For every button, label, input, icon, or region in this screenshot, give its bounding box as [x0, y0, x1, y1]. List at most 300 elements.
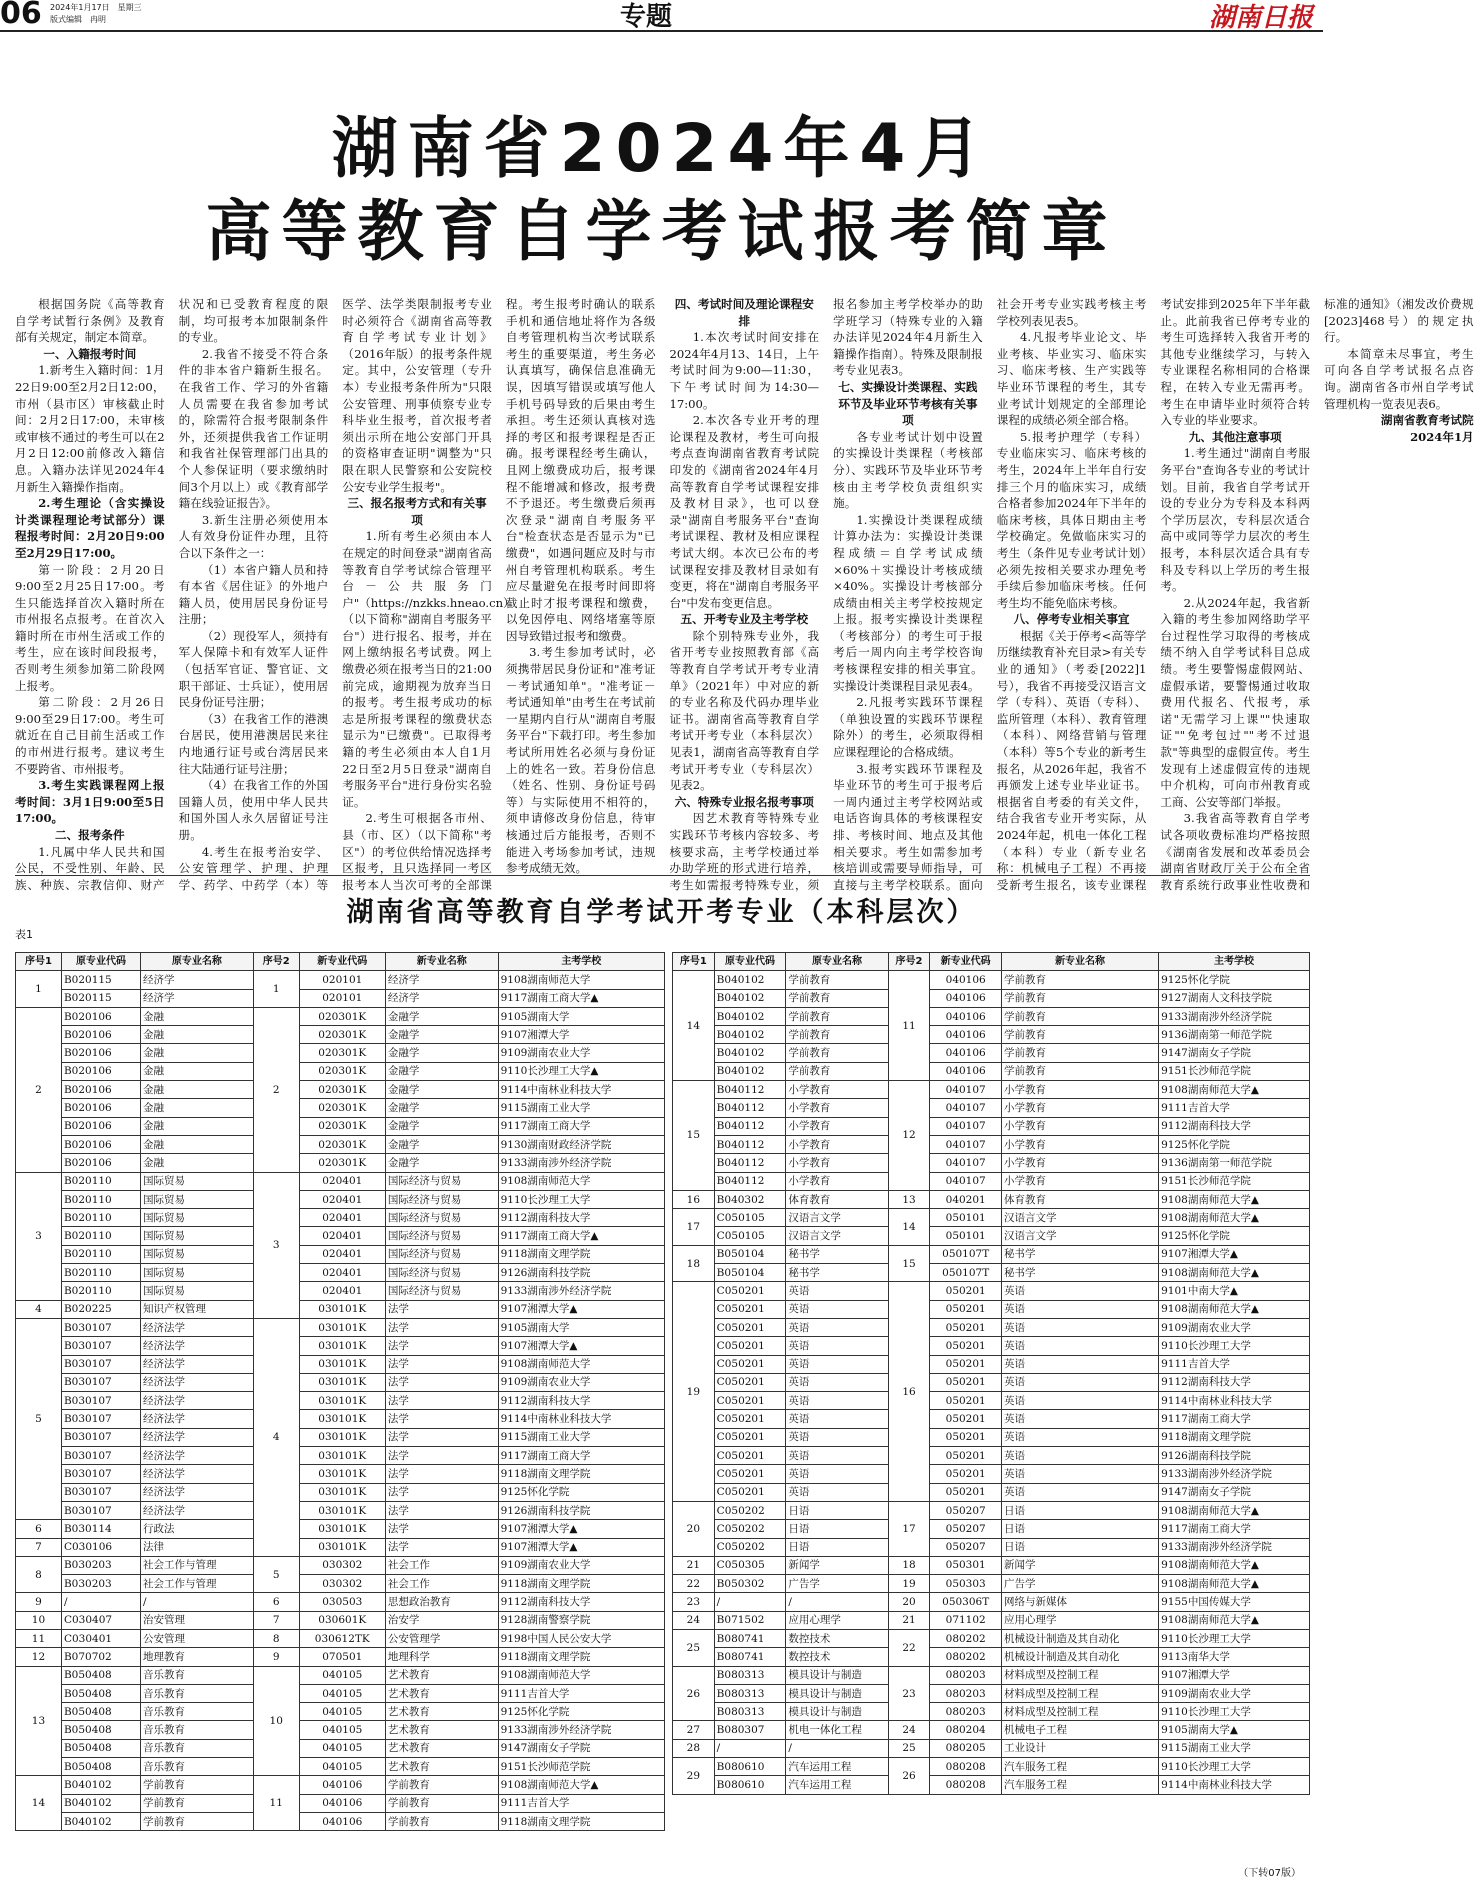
table-cell: B020115 [61, 989, 140, 1007]
table-cell: 国际贸易 [140, 1227, 253, 1245]
table-cell: 音乐教育 [140, 1684, 253, 1702]
table-cell: 9118湖南文理学院 [498, 1245, 664, 1263]
table-cell: 英语 [1002, 1355, 1159, 1373]
table-cell: 英语 [786, 1318, 888, 1336]
table-cell: 音乐教育 [140, 1739, 253, 1757]
table-cell: 应用心理学 [1002, 1611, 1159, 1629]
table-cell: 9151长沙师范学院 [1159, 1062, 1310, 1080]
paragraph: 1.新考生入籍时间：1月22日9:00至2月2日12:00，市州（县市区）审核截止时间：2月2日17:00，未审核或审核不通过的考生可以在2月2日12:00前修改入籍信息。入籍办法详见2024年4月新生入籍操作指南。 [15, 363, 165, 494]
table-cell: 日语 [1002, 1501, 1159, 1519]
table-cell: 9111吉首大学 [498, 1684, 664, 1702]
column-header: 原专业名称 [140, 953, 253, 971]
header-meta [50, 2, 142, 26]
table-cell: B020106 [61, 1154, 140, 1172]
table-cell: 17 [673, 1209, 715, 1246]
table-row [16, 1209, 665, 1227]
table-cell: 020101 [299, 971, 385, 989]
table-cell: B040302 [714, 1190, 786, 1208]
table-cell: 法学 [385, 1520, 498, 1538]
table-cell: 020401 [299, 1264, 385, 1282]
table-row [673, 1684, 1310, 1702]
table-row [673, 1209, 1310, 1227]
table-cell: 18 [673, 1245, 715, 1282]
table-cell: 日语 [1002, 1538, 1159, 1556]
table-row [673, 1483, 1310, 1501]
table-cell: 学前教育 [786, 971, 888, 989]
table-cell: 秘书学 [786, 1264, 888, 1282]
table-cell: C050201 [714, 1282, 786, 1300]
table-cell: B040102 [714, 1044, 786, 1062]
table-row [673, 1300, 1310, 1318]
table-cell: B040112 [714, 1117, 786, 1135]
table-cell: 国际经济与贸易 [385, 1227, 498, 1245]
table-cell: 020301K [299, 1081, 385, 1099]
table-cell: 小学教育 [1002, 1117, 1159, 1135]
table-cell: 网络与新媒体 [1002, 1593, 1159, 1611]
table-row [16, 1684, 665, 1702]
table-cell: 2 [253, 1007, 299, 1172]
table-cell: C050201 [714, 1300, 786, 1318]
table-row [16, 1538, 665, 1556]
table-cell: 小学教育 [1002, 1099, 1159, 1117]
table-cell: 9109湖南农业大学 [498, 1044, 664, 1062]
table-cell: 11 [16, 1629, 62, 1647]
table-cell: 9118湖南文理学院 [498, 1575, 664, 1593]
table-cell: B030107 [61, 1410, 140, 1428]
table-cell: 金融 [140, 1044, 253, 1062]
table-cell: 9114中南林业科技大学 [1159, 1392, 1310, 1410]
table-cell: 070501 [299, 1648, 385, 1666]
table-cell: 学前教育 [385, 1794, 498, 1812]
table-cell: 艺术教育 [385, 1739, 498, 1757]
table-cell: 11 [253, 1776, 299, 1831]
table-cell: 9133湖南涉外经济学院 [1159, 1007, 1310, 1025]
table-cell: 知识产权管理 [140, 1300, 253, 1318]
table-cell: 15 [673, 1081, 715, 1191]
column-header: 原专业代码 [714, 953, 786, 971]
table-cell: 040106 [299, 1812, 385, 1830]
table-row [673, 1264, 1310, 1282]
table-cell: 8 [253, 1629, 299, 1647]
table-cell: 050201 [930, 1318, 1002, 1336]
table-cell: 金融学 [385, 1099, 498, 1117]
table-cell: 英语 [1002, 1483, 1159, 1501]
table-cell: 学前教育 [786, 1007, 888, 1025]
table-cell: 9155中国传媒大学 [1159, 1593, 1310, 1611]
table-cell: 9108湖南师范大学 [498, 1355, 664, 1373]
table-cell: 英语 [1002, 1373, 1159, 1391]
table-cell: 030302 [299, 1575, 385, 1593]
section-heading: 八、停考专业相关事宜 [1013, 612, 1130, 627]
table-cell: 040107 [930, 1117, 1002, 1135]
table-row [16, 1172, 665, 1190]
table-cell: 英语 [1002, 1465, 1159, 1483]
table-cell: / [714, 1593, 786, 1611]
table-row [673, 1538, 1310, 1556]
table-cell: 国际经济与贸易 [385, 1264, 498, 1282]
table-cell: 050101 [930, 1227, 1002, 1245]
table-row [673, 1318, 1310, 1336]
table-cell: 学前教育 [1002, 971, 1159, 989]
table-cell: 24 [888, 1721, 930, 1739]
table-cell: 日语 [786, 1538, 888, 1556]
table-cell: C050201 [714, 1373, 786, 1391]
table-cell: 新闻学 [786, 1556, 888, 1574]
headline-line2: 高等教育自学考试报考简章 [205, 193, 1118, 270]
paragraph: 3.报考实践环节课程及毕业环节的考生可于报考后一周内通过主考学校网站或电话咨询具体的考核课程安排、考核时间、地点及其他相关要求。考生如需参加考核培训或需要导师指导，可直接与主考学校联系。面向社会开考专业实践考核主考学校列表见表5。 [833, 297, 1147, 892]
table-row [16, 1007, 665, 1025]
table-cell: 030101K [299, 1410, 385, 1428]
signature: 湖南省教育考试院 [1380, 413, 1474, 428]
table-cell: 9114中南林业科技大学 [498, 1081, 664, 1099]
table-cell: 法学 [385, 1447, 498, 1465]
table-row [16, 1648, 665, 1666]
table-cell: 15 [888, 1245, 930, 1282]
table-cell: 050207 [930, 1501, 1002, 1519]
table-cell: B080313 [714, 1684, 786, 1702]
table-cell: 金融 [140, 1062, 253, 1080]
table-row [16, 1428, 665, 1446]
table-cell: 9115湖南工业大学 [498, 1099, 664, 1117]
table-cell: 工业设计 [1002, 1739, 1159, 1757]
table-row [16, 1520, 665, 1538]
paragraph: 2.我省不接受不符合条件的非本省户籍新生报名。在我省工作、学习的外省籍人员需要在我省参加考试的，除需符合报考限制条件外，还须提供我省工作证明和我省社保管理部门出具的个人参保证明（要求缴纳时间3个月以上）或《教育部学籍在线验证报告》。 [178, 346, 329, 511]
table-cell: 国际贸易 [140, 1209, 253, 1227]
table-cell: B020106 [61, 1007, 140, 1025]
table-cell: 学前教育 [786, 1044, 888, 1062]
table-row [673, 1556, 1310, 1574]
table-cell: 学前教育 [786, 1062, 888, 1080]
table-cell: 25 [888, 1739, 930, 1757]
table-row [673, 1245, 1310, 1263]
table-cell: 英语 [786, 1300, 888, 1318]
table-cell: 22 [673, 1575, 715, 1593]
table-cell: / [714, 1739, 786, 1757]
table-cell: 学前教育 [385, 1812, 498, 1830]
table-cell: 9117湖南工商大学 [1159, 1520, 1310, 1538]
table-row [16, 1282, 665, 1300]
table-cell: / [61, 1593, 140, 1611]
table-row [16, 1062, 665, 1080]
table-cell: 050107T [930, 1245, 1002, 1263]
paragraph: 本简章未尽事宜，考生可向各自学考试报名点咨询。湖南省各市州自学考试管理机构一览表见表6。 [1324, 346, 1474, 411]
table-cell: 英语 [786, 1337, 888, 1355]
table-row [673, 1666, 1310, 1684]
table-cell: 19 [673, 1282, 715, 1502]
paragraph: 根据国务院《高等教育自学考试暂行条例》及教育部有关规定，制定本简章。 [15, 297, 165, 345]
table-cell: 模具设计与制造 [786, 1666, 888, 1684]
table-cell: B020106 [61, 1099, 140, 1117]
table-row [673, 1428, 1310, 1446]
table-row [673, 1447, 1310, 1465]
table-cell: 9110长沙理工大学 [498, 1190, 664, 1208]
table-cell: B020106 [61, 1026, 140, 1044]
table-row [673, 1007, 1310, 1025]
table-cell: 学前教育 [385, 1776, 498, 1794]
table-cell: 9108湖南师范大学 [498, 1172, 664, 1190]
table-cell: 汽车服务工程 [1002, 1776, 1159, 1794]
paragraph: 4.考生在报考治安学、公安管理学、护理、护理学、药学、中药学（本）等医学、法学类限制报考专业时必须符合《湖南省高等教育自学考试专业计划》（2016年版）的报考条件规定。其中，公安管理（专升本）专业报考条件所为"只限公安管理、刑事侦察专业专科毕业生报考，首次报考者须出示所在地公安部门开具的资格审查证明"调整为"只限在职人民警察和公安院校公安专业学生报考"。 [178, 297, 492, 892]
table-cell: C030106 [61, 1538, 140, 1556]
table-cell: 9101中南大学▲ [1159, 1282, 1310, 1300]
major-table-right [672, 952, 1310, 1795]
table-cell: 9198中国人民公安大学 [498, 1629, 664, 1647]
table-cell: 小学教育 [1002, 1135, 1159, 1153]
table-cell: 030101K [299, 1538, 385, 1556]
column-header: 原专业代码 [61, 953, 140, 971]
table-cell: 国际经济与贸易 [385, 1209, 498, 1227]
table-row [673, 1026, 1310, 1044]
paragraph: 3.我省高等教育自学考试各项收费标准均严格按照《湖南省发展和改革委员会湖南省财政厅关于公布全省教育系统行政事业性收费和标准的通知》（湘发改价费规[2023]468号）的规定执行。 [1160, 297, 1474, 892]
table-cell: 学前教育 [1002, 1007, 1159, 1025]
table-cell: 法学 [385, 1355, 498, 1373]
table-cell: 030101K [299, 1373, 385, 1391]
table-cell: 9112湖南科技大学 [498, 1392, 664, 1410]
table-cell: 9125怀化学院 [1159, 971, 1310, 989]
table-cell: 经济法学 [140, 1355, 253, 1373]
table-cell: 9147湖南女子学院 [1159, 1044, 1310, 1062]
table-cell: 艺术教育 [385, 1758, 498, 1776]
table-cell: 9109湖南农业大学 [498, 1373, 664, 1391]
table-cell: 金融 [140, 1007, 253, 1025]
table-cell: 9108湖南师范大学▲ [1159, 1209, 1310, 1227]
table-cell: 社会工作与管理 [140, 1575, 253, 1593]
table-cell: C050201 [714, 1447, 786, 1465]
table-cell: 英语 [1002, 1300, 1159, 1318]
paragraph: 3.考生实践课程网上报考时间：3月1日9:00至5日17:00。 [15, 778, 165, 826]
table-row [673, 1062, 1310, 1080]
table-row [673, 1282, 1310, 1300]
table-cell: 9126湖南科技学院 [498, 1501, 664, 1519]
table-cell: 英语 [786, 1355, 888, 1373]
table-cell: 12 [16, 1648, 62, 1666]
page-number: 06 [0, 0, 42, 31]
table-row [673, 1575, 1310, 1593]
table-cell: 9127湖南人文科技学院 [1159, 989, 1310, 1007]
table-cell: 16 [888, 1282, 930, 1502]
table-cell: B020115 [61, 971, 140, 989]
table-cell: 26 [888, 1758, 930, 1795]
paragraph: 1.本次考试时间安排在2024年4月13、14日，上午考试时间为9:00—11:30，下午考试时间为14:30—17:00。 [669, 330, 820, 411]
table-cell: 020301K [299, 1135, 385, 1153]
table-cell: C030407 [61, 1611, 140, 1629]
table-cell: 体育教育 [1002, 1190, 1159, 1208]
table-cell: 040105 [299, 1721, 385, 1739]
table-cell: B020110 [61, 1172, 140, 1190]
table-cell: B080313 [714, 1666, 786, 1684]
table-cell: 9117湖南工商大学▲ [498, 989, 664, 1007]
table-row [16, 971, 665, 989]
table-cell: 经济法学 [140, 1501, 253, 1519]
table-cell: 材料成型及控制工程 [1002, 1703, 1159, 1721]
table-cell: 国际经济与贸易 [385, 1190, 498, 1208]
table-row [16, 1483, 665, 1501]
table-cell: 法学 [385, 1318, 498, 1336]
table-cell: B030107 [61, 1428, 140, 1446]
table-cell: 艺术教育 [385, 1684, 498, 1702]
table-cell: 3 [16, 1172, 62, 1300]
table-cell: 学前教育 [140, 1794, 253, 1812]
table-cell: 小学教育 [1002, 1081, 1159, 1099]
table-cell: 080204 [930, 1721, 1002, 1739]
table-cell: 9151长沙师范学院 [1159, 1172, 1310, 1190]
table-cell: 英语 [786, 1447, 888, 1465]
table-cell: 9118湖南文理学院 [498, 1465, 664, 1483]
table-row [673, 1501, 1310, 1519]
table-cell: 13 [16, 1666, 62, 1776]
table-row [16, 1721, 665, 1739]
table-row [673, 1117, 1310, 1135]
table-cell: 14 [888, 1209, 930, 1246]
paragraph: 4.凡报考毕业论文、毕业考核、毕业实习、临床实习、临床考核、生产实践等毕业环节课程的考生，其专业考试计划规定的全部理论课程的成绩必须全部合格。 [996, 330, 1147, 428]
table-cell: B080307 [714, 1721, 786, 1739]
table-row [673, 1355, 1310, 1373]
table-cell: 金融 [140, 1026, 253, 1044]
table-cell: 18 [888, 1556, 930, 1574]
paragraph: （3）在我省工作的港澳台居民，使用港澳居民来往内地通行证号或台湾居民来往大陆通行证号注册； [178, 711, 329, 776]
section-heading: 二、报考条件 [55, 828, 125, 842]
table-cell: 020301K [299, 1117, 385, 1135]
page-header [0, 0, 1323, 32]
table-row [16, 1501, 665, 1519]
table-cell: 金融学 [385, 1044, 498, 1062]
table-cell: 9108湖南师范大学 [498, 1666, 664, 1684]
table-cell: 9111吉首大学 [1159, 1355, 1310, 1373]
table-cell: 9105湖南大学 [498, 1318, 664, 1336]
table-cell: 9115湖南工业大学 [498, 1428, 664, 1446]
table-cell: B070702 [61, 1648, 140, 1666]
table-cell: B080741 [714, 1629, 786, 1647]
column-header: 新专业名称 [385, 953, 498, 971]
table-cell: 050201 [930, 1428, 1002, 1446]
table-row [16, 1190, 665, 1208]
table-cell: 学前教育 [1002, 1062, 1159, 1080]
table-cell: 地理科学 [385, 1648, 498, 1666]
table-cell: 社会工作 [385, 1575, 498, 1593]
table-row [16, 1758, 665, 1776]
table-row [16, 1703, 665, 1721]
table-cell: 040106 [930, 1007, 1002, 1025]
table-cell: 国际贸易 [140, 1282, 253, 1300]
table-cell: 国际经济与贸易 [385, 1172, 498, 1190]
table-cell: 9118湖南文理学院 [1159, 1428, 1310, 1446]
table-row [16, 1117, 665, 1135]
table-row [673, 1172, 1310, 1190]
table-cell: 9114中南林业科技大学 [1159, 1776, 1310, 1794]
table-cell: 040105 [299, 1684, 385, 1702]
table-cell: 9108湖南师范大学▲ [1159, 1501, 1310, 1519]
paragraph: 2.考生可根据各市州、县（市、区）（以下简称"考区"）的考位供给情况选择考区报考，且只选择同一考区报考本人当次可考的全部课程。考生报考时确认的联系手机和通信地址将作为各级自考管理机构当次考试联系考生的重要渠道，考生务必认真填写，确保信息准确无误，因填写错误或填写他人手机号码导致的后果由考生承担。考生还须认真核对选择的考区和报考课程是否正确。报考课程经考生确认，且网上缴费成功后，报考课程不能增减和修改，报考费不予退还。考生缴费后须再次登录"湖南自考服务平台"检查状态是否显示为"已缴费"，如遇问题应及时与市州自考管理机构联系。考生应尽量避免在报考时间即将截止时才报考课程和缴费，以免因停电、网络堵塞等原因导致错过报考和缴费。 [342, 297, 656, 892]
table-cell: 1 [16, 971, 62, 1008]
table-cell: 050207 [930, 1520, 1002, 1538]
table-cell: 040105 [299, 1666, 385, 1684]
table-cell: 13 [888, 1190, 930, 1208]
table-cell: 9108湖南师范大学 [498, 971, 664, 989]
table-cell: 9118湖南文理学院 [498, 1812, 664, 1830]
table-cell: 音乐教育 [140, 1703, 253, 1721]
table-cell: B040102 [714, 971, 786, 989]
table-cell: 9128湖南警察学院 [498, 1611, 664, 1629]
table-cell: 080203 [930, 1703, 1002, 1721]
table-row [673, 1154, 1310, 1172]
section-heading: 七、实操设计类课程、实践环节及毕业环节考核有关事项 [838, 379, 978, 428]
table-row [673, 1758, 1310, 1776]
table-cell: 9125怀化学院 [1159, 1135, 1310, 1153]
table-cell: C050105 [714, 1209, 786, 1227]
table-cell: B080313 [714, 1703, 786, 1721]
table-cell: 9105湖南大学▲ [1159, 1721, 1310, 1739]
table-cell: 汉语言文学 [786, 1227, 888, 1245]
table-row [16, 1099, 665, 1117]
table-cell: C050201 [714, 1410, 786, 1428]
table-cell: C050201 [714, 1318, 786, 1336]
table-cell: 治安管理 [140, 1611, 253, 1629]
table-cell: 日语 [786, 1501, 888, 1519]
paragraph: 1.所有考生必须由本人在规定的时间登录"湖南省高等教育自学考试综合管理平台－公共服务门户"（https://nzkks.hneao.cn）（以下简称"湖南自考服务平台"）进行报名、报考，并在网上缴纳报名考试费。网上缴费必须在报考当日的21:00前完成，逾期视为放弃当日的报考。考生报考成功的标志是所报考课程的缴费状态显示为"已缴费"。已取得考籍的考生必须由本人自1月22日至2月5日登录"湖南自考服务平台"进行身份实名验证。 [342, 529, 515, 809]
table-cell: 9112湖南科技大学 [498, 1209, 664, 1227]
paragraph: 第二阶段：2月26日9:00至29日17:00。考生可就近在自己目前生活或工作的市州进行报考。建议考生不要跨省、市州报考。 [15, 695, 165, 776]
table-cell: 音乐教育 [140, 1758, 253, 1776]
major-table-left [15, 952, 665, 1831]
table-cell: B020225 [61, 1300, 140, 1318]
table-row [673, 1465, 1310, 1483]
table-cell: C030401 [61, 1629, 140, 1647]
table-row [673, 1776, 1310, 1794]
table-cell: 020301K [299, 1026, 385, 1044]
column-header: 新专业代码 [930, 953, 1002, 971]
table-cell: 英语 [786, 1392, 888, 1410]
table-row [673, 1721, 1310, 1739]
table-cell: 8 [16, 1556, 62, 1593]
section-heading: 四、考试时间及理论课程安排 [674, 297, 814, 328]
table-cell: 2 [16, 1007, 62, 1172]
table-cell: 经济学 [385, 971, 498, 989]
table-cell: 艺术教育 [385, 1721, 498, 1739]
table-row [673, 1648, 1310, 1666]
table-cell: 22 [888, 1629, 930, 1666]
table-cell: 040106 [930, 1026, 1002, 1044]
table-cell: 经济法学 [140, 1337, 253, 1355]
table-cell: 27 [673, 1721, 715, 1739]
table-cell: 英语 [1002, 1282, 1159, 1300]
table-row [16, 1739, 665, 1757]
table-cell: 020401 [299, 1209, 385, 1227]
table-row [16, 1593, 665, 1611]
table-cell: 治安学 [385, 1611, 498, 1629]
table-cell: 应用心理学 [786, 1611, 888, 1629]
table-cell: 国际经济与贸易 [385, 1245, 498, 1263]
paragraph: 2.从2024年起，我省新入籍的考生参加网络助学平台过程性学习取得的考核成绩不纳入自学考试科目总成绩。考生要警惕虚假网站、虚假承诺，要警惕通过收取费用代报名、代报考，承诺"无需学习上课""快速取证""免考包过""考不过退款"等典型的虚假宣传。考生发现有上述虚假宣传的违规中介机构，可向市州教育或工商、公安等部门举报。 [1160, 595, 1310, 809]
table-row [16, 1629, 665, 1647]
table-cell: 080202 [930, 1629, 1002, 1647]
table-cell: C050202 [714, 1520, 786, 1538]
table-cell: B030114 [61, 1520, 140, 1538]
table-cell: 11 [888, 971, 930, 1081]
table-cell: 050303 [930, 1575, 1002, 1593]
table-cell: B020110 [61, 1209, 140, 1227]
table-cell: 030101K [299, 1447, 385, 1465]
column-header: 主考学校 [498, 953, 664, 971]
table-cell: 9130湖南财政经济学院 [498, 1135, 664, 1153]
table-cell: 17 [888, 1501, 930, 1556]
table-cell: 汽车运用工程 [786, 1758, 888, 1776]
paragraph: 1.实操设计类课程成绩计算办法为：实操设计类课程成绩＝自学考试成绩×60%＋实操设计考核成绩×40%。实操设计考核部分成绩由相关主考学校按规定上报。报考实操设计类课程（考核部分）的考生可于报考后一周内向主考学校咨询考核课程安排的相关事宜。实操设计类课程目录见表4。 [833, 512, 983, 693]
table-cell: 9108湖南师范大学▲ [498, 1776, 664, 1794]
table-cell: 29 [673, 1758, 715, 1795]
table-cell: B050408 [61, 1684, 140, 1702]
paragraph: 1.凡属中华人民共和国公民，不受性别、年龄、民族、种族、宗教信仰、财产状况和已受教育程度的限制，均可报考本加限制条件的专业。 [15, 297, 329, 892]
table-cell: 材料成型及控制工程 [1002, 1666, 1159, 1684]
